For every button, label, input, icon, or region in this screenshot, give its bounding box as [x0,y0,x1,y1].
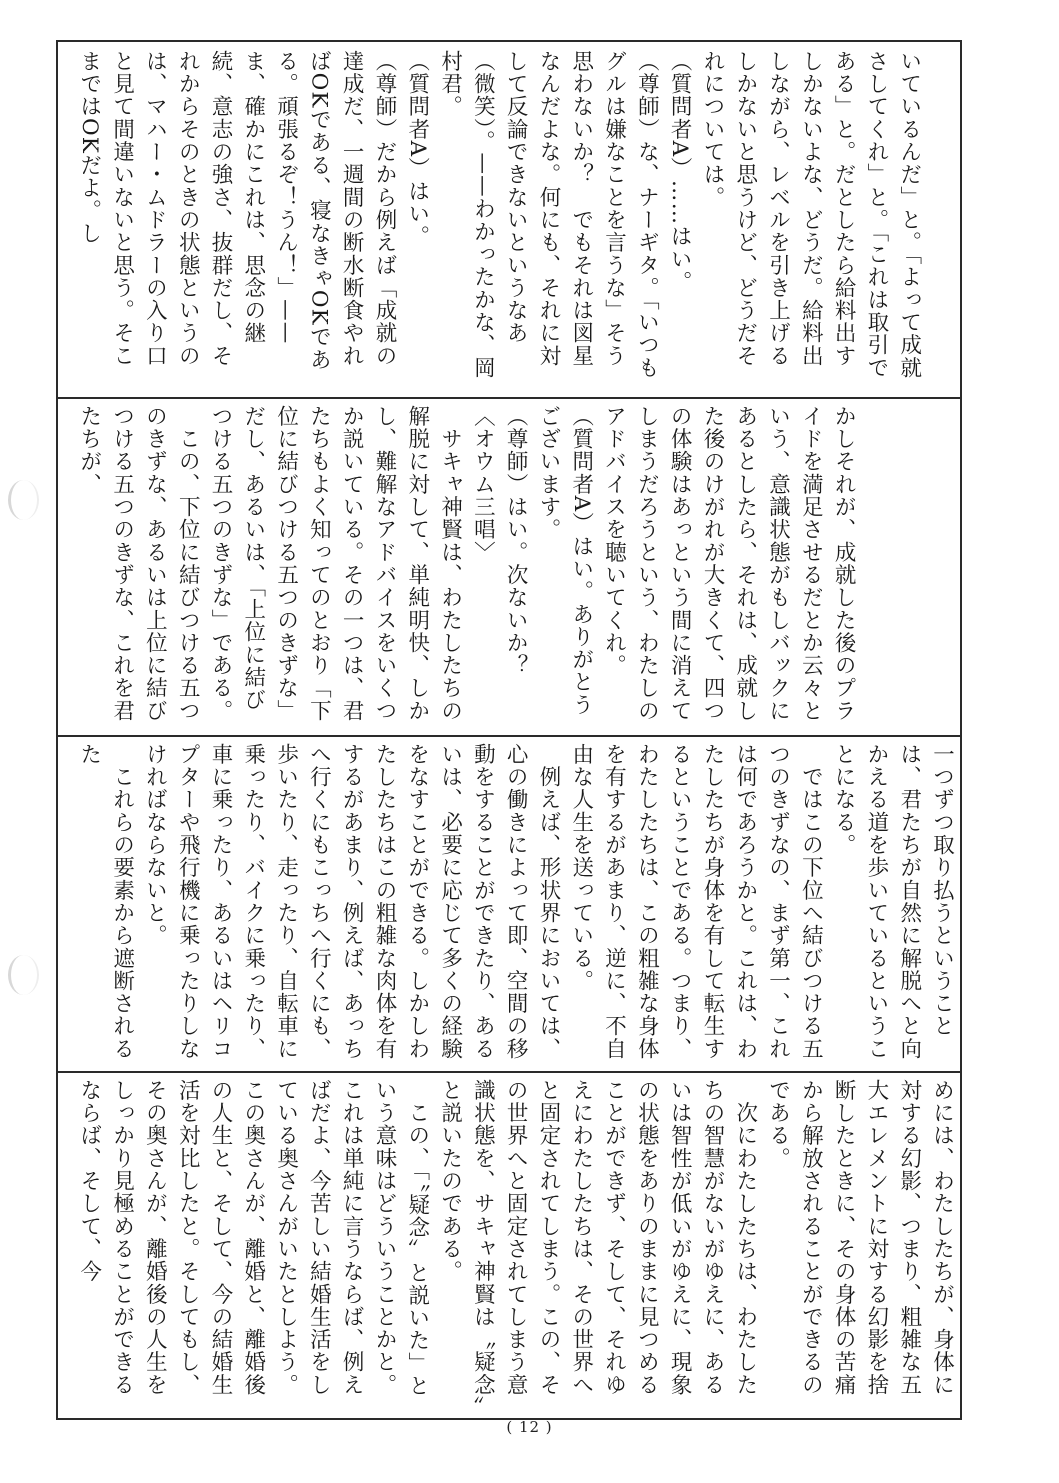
band-1-text: いているんだ」と。「よって成就さしてくれ」と。「これは取引である」と。だとしたら給料出すしかないよな、どうだ。給料出しながら、レベルを引き上げるしかないと思うけど、どうだそれについては。 （質問者A）……はい。 （尊師）な、ナーギタ。「いつもグルは嫌なことを言うな」そう思わないか？ でもそれは図星なんだよな。何にも、それに対して反論できないというなあ（微笑）。——わかったかな、岡村君。 （質問者A）はい。 （尊師）だから例えば「成就の達成だ、一週間の断水断食やればOKである、寝なきゃOKである。頑張るぞ！うん！」——ま、確かにこれは、思念の継続、意志の強さ、抜群だし、それからそのときの状態というのは、マハー・ムドラーの入り口と見て間違いないと思う。そこまではOKだよ。し [76,50,922,379]
band-3-text: 一つずつ取り払うということは、君たちが自然に解脱へと向かえる道を歩いているということになる。 ではこの下位へ結びつける五つのきずなの、まず第一、これは何であろうかと。これは、わたしたちが身体を有して転生するということである。つまり、わたしたちは、この粗雑な身体を有するがあまり、逆に、不自由な人生を送っている。 例えば、形状界においては、心の働きによって即、空間の移動をすることができたり、あるいは、必要に応じて多くの経験をなすことができる。しかしわたしたちはこの粗雑な肉体を有するがあまり、例えば、あっちへ行くにもこっちへ行くにも、歩いたり、走ったり、自転車に乗ったり、バイクに乗ったり、車に乗ったり、あるいはヘリコプターや飛行機に乗ったりしなければならないと。 これらの要素から遮断されるた [76,743,955,1061]
text-band-3 [58,735,960,1071]
text-band-1 [58,42,960,397]
band-4-text: めには、わたしたちが、身体に対する幻影、つまり、粗雑な五大エレメントに対する幻影を捨断したときに、その身体の苦痛から解放されることができるのである。 次にわたしたちは、わたしたちの智慧がないがゆえに、あるいは智性が低いがゆえに、現象の状態をありのままに見つめることができず、そして、それゆえにわたしたちは、その世界へと固定されてしまう。この、その世界へと固定されてしまう意識状態を、サキャ神賢は〝疑念〟と説いたのである。 この、「〝疑念〟と説いた」という意味はどういうことかと。これは単純に言うならば、例えばだよ、今苦しい結婚生活をしている奥さんがいたとしよう。この奥さんが、離婚と、離婚後の人生と、そして、今の結婚生活を対比したと。そしてもし、その奥さんが、離婚後の人生をしっかり見極めることができるならば、そして、今 [76,1079,955,1408]
text-band-4 [58,1071,960,1418]
page-number: ( 12 ) [506,1418,553,1436]
band-2-text: かしそれが、成就した後のプライドを満足させるだとか云々という、意識状態がもしバックにあるとしたら、それは、成就した後のけがれが大きくて、四つの体験はあっという間に消えてしまうだろうという、わたしのアドバイスを聴いてくれ。 （質問者A）はい。ありがとうございます。 （尊師）はい。次ないか？ 〈オウム三唱〉 サキャ神賢は、わたしたちの解脱に対して、単純明快、しかし、難解なアドバイスをいくつか説いている。その一つは、君たちもよく知ってのとおり「下位に結びつける五つのきずな」だし、あるいは、「上位に結びつける五つのきずな」である。 この、下位に結びつける五つのきずな、あるいは上位に結びつける五つのきずな、これを君たちが、 [76,405,857,723]
text-frame [56,40,962,1420]
punch-hole [8,955,39,995]
punch-hole [8,480,39,520]
text-band-2 [58,397,960,735]
binder-holes [0,0,56,1483]
